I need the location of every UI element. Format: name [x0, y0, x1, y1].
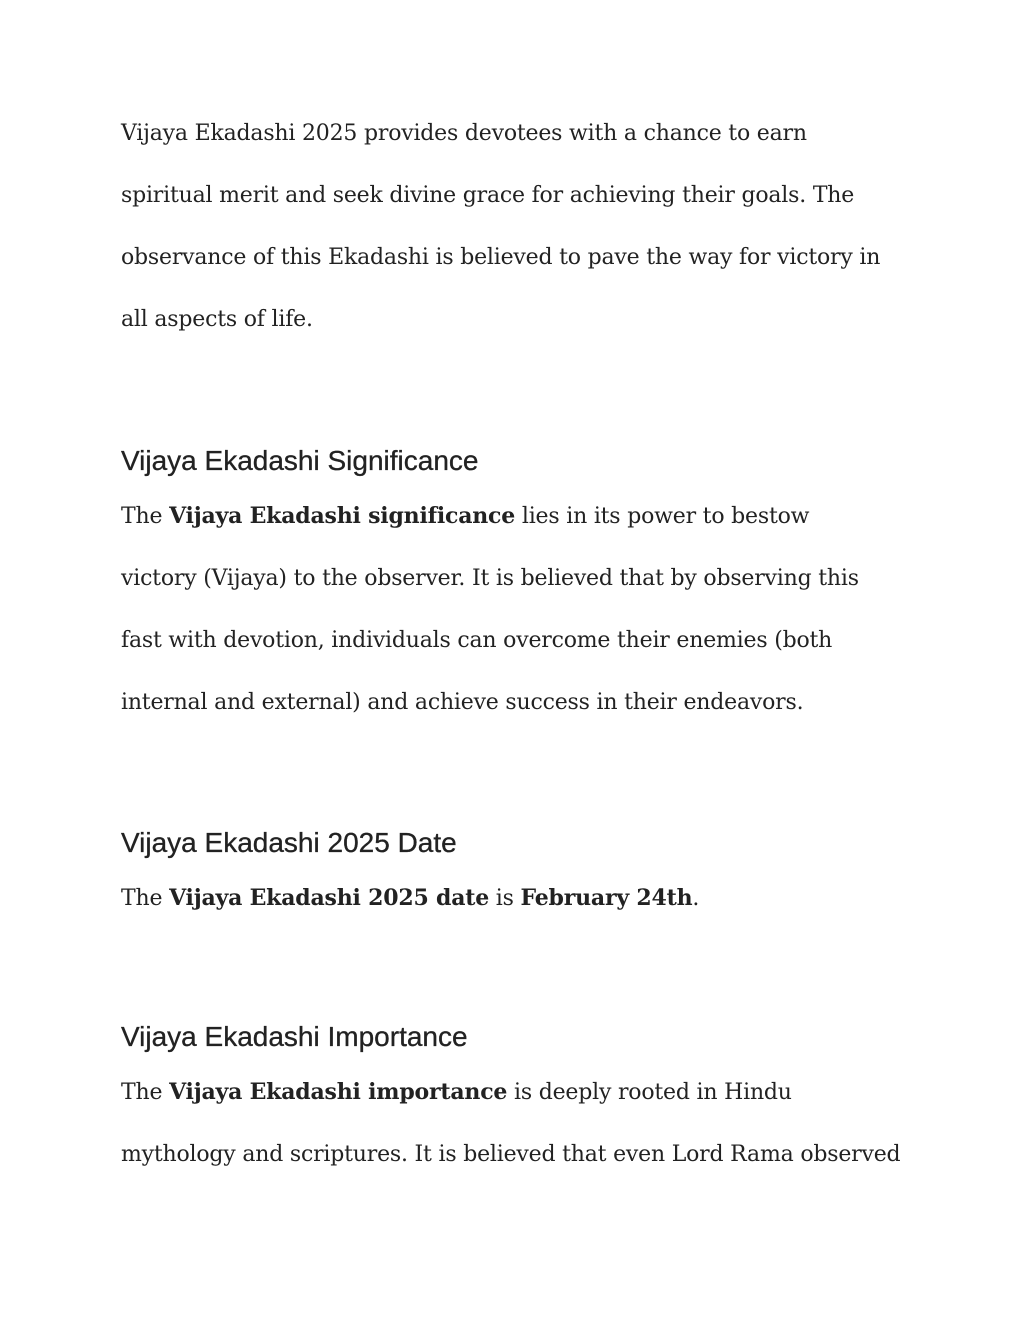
date-paragraph	[121, 867, 699, 930]
significance-paragraph	[121, 485, 859, 734]
significance-bold-term: Vijaya Ekadashi significance	[169, 503, 516, 529]
date-value: February 24th	[520, 885, 693, 911]
importance-lead: The	[121, 1080, 170, 1105]
intro-paragraph	[121, 103, 880, 351]
significance-line-rest: lies in its power to bestow	[515, 504, 810, 529]
significance-lead: The	[121, 504, 170, 529]
intro-line: all aspects of life.	[121, 307, 313, 332]
significance-heading: Vijaya Ekadashi Significance	[121, 445, 479, 476]
date-heading: Vijaya Ekadashi 2025 Date	[121, 827, 457, 858]
significance-line: internal and external) and achieve success in their endeavors.	[121, 690, 804, 715]
importance-line: mythology and scriptures. It is believed that even Lord Rama observed	[121, 1142, 901, 1167]
significance-line: fast with devotion, individuals can overcome their enemies (both	[121, 628, 833, 653]
importance-bold-term: Vijaya Ekadashi importance	[169, 1079, 508, 1105]
intro-line: Vijaya Ekadashi 2025 provides devotees with a chance to earn	[121, 121, 807, 146]
importance-line-rest: is deeply rooted in Hindu	[507, 1080, 792, 1105]
date-bold-term: Vijaya Ekadashi 2025 date	[169, 885, 490, 911]
date-tail: .	[692, 886, 700, 911]
intro-line: observance of this Ekadashi is believed to pave the way for victory in	[121, 245, 881, 270]
intro-line: spiritual merit and seek divine grace for achieving their goals. The	[121, 183, 855, 208]
importance-heading: Vijaya Ekadashi Importance	[121, 1021, 468, 1052]
date-lead: The	[121, 886, 170, 911]
importance-paragraph	[121, 1061, 900, 1186]
date-mid: is	[489, 886, 521, 911]
significance-line: victory (Vijaya) to the observer. It is believed that by observing this	[121, 566, 859, 591]
